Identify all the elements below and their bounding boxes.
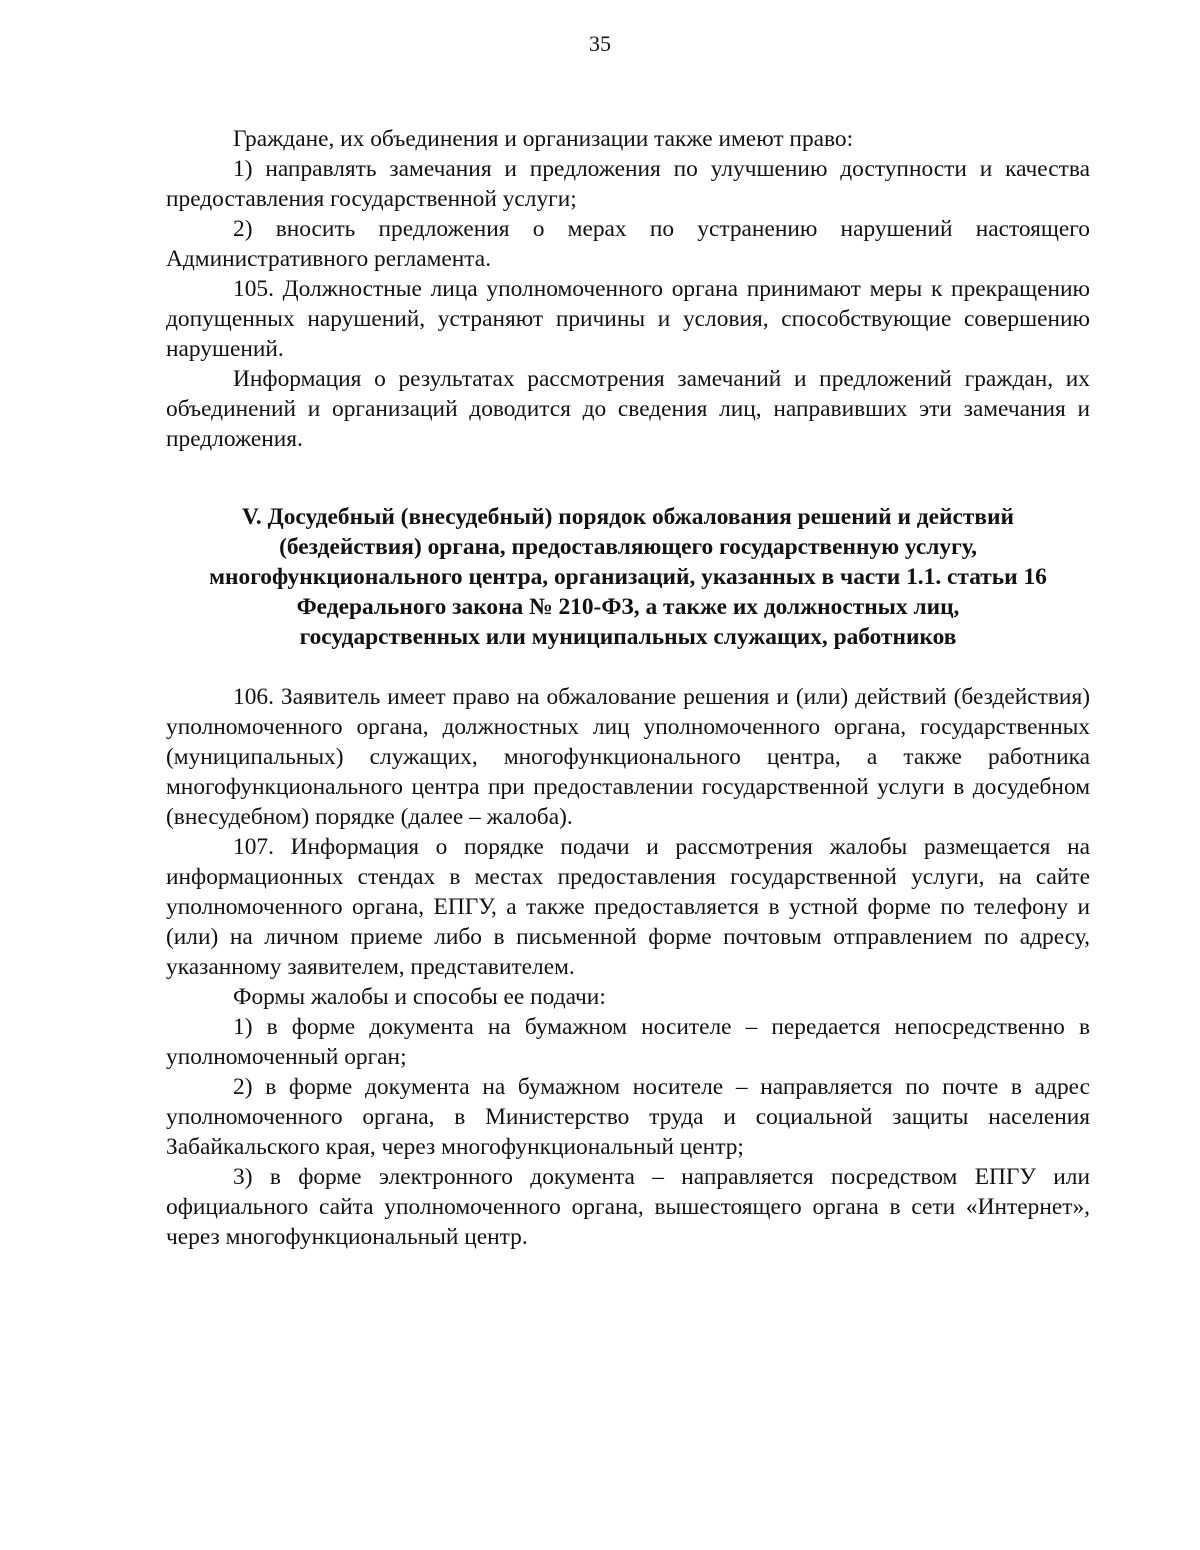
paragraph-105: 105. Должностные лица уполномоченного органа принимают меры к прекращению допущенных нарушений, устраняют причины и условия, способствующие совершению нарушений. <box>166 276 1090 362</box>
paragraph-form-1: 1) в форме документа на бумажном носителе – передается непосредственно в уполномоченный орган; <box>166 1014 1090 1070</box>
paragraph-form-3: 3) в форме электронного документа – направляется посредством ЕПГУ или официального сайта уполномоченного органа, вышестоящего органа в сети «Интернет», через многофункциональный центр. <box>166 1164 1090 1250</box>
section-heading-line: многофункционального центра, организаций, указанных в части 1.1. статьи 16 <box>209 564 1047 590</box>
paragraph-right-2: 2) вносить предложения о мерах по устранению нарушений настоящего Административного регламента. <box>166 216 1090 272</box>
section-heading-line: (бездействия) органа, предоставляющего государственную услугу, <box>279 534 977 560</box>
paragraph-107: 107. Информация о порядке подачи и рассмотрения жалобы размещается на информационных стендах в местах предоставления государственной услуги, на сайте уполномоченного органа, ЕПГУ, а также предоставляется в устной форме по телефону и (или) на личном приеме либо в письменной форме почтовым отправлением по адресу, указанному заявителем, представителем. <box>166 834 1090 980</box>
section-heading-line: государственных или муниципальных служащих, работников <box>299 624 957 650</box>
paragraph-form-2: 2) в форме документа на бумажном носителе – направляется по почте в адрес уполномоченного органа, в Министерство труда и социальной защиты населения Забайкальского края, через многофункциональный центр; <box>166 1074 1090 1160</box>
section-heading-line: Федерального закона № 210-ФЗ, а также их должностных лиц, <box>296 594 960 620</box>
paragraph-right-1: 1) направлять замечания и предложения по улучшению доступности и качества предоставления государственной услуги; <box>166 156 1090 212</box>
document-body <box>166 124 1090 1252</box>
page-number: 35 <box>589 31 611 56</box>
paragraph-rights-intro: Граждане, их объединения и организации также имеют право: <box>233 126 854 152</box>
section-heading-line: V. Досудебный (внесудебный) порядок обжалования решений и действий <box>242 504 1014 530</box>
paragraph-information-results: Информация о результатах рассмотрения замечаний и предложений граждан, их объединений и организаций доводится до сведения лиц, направивших эти замечания и предложения. <box>166 366 1090 452</box>
paragraph-complaint-forms: Формы жалобы и способы ее подачи: <box>233 984 606 1010</box>
paragraph-106: 106. Заявитель имеет право на обжалование решения и (или) действий (бездействия) уполномоченного органа, должностных лиц уполномоченного органа, государственных (муниципальных) служащих, многофункционального центра, а также работника многофункционального центра при предоставлении государственной услуги в досудебном (внесудебном) порядке (далее – жалоба). <box>166 684 1090 830</box>
section-heading <box>166 502 1090 652</box>
